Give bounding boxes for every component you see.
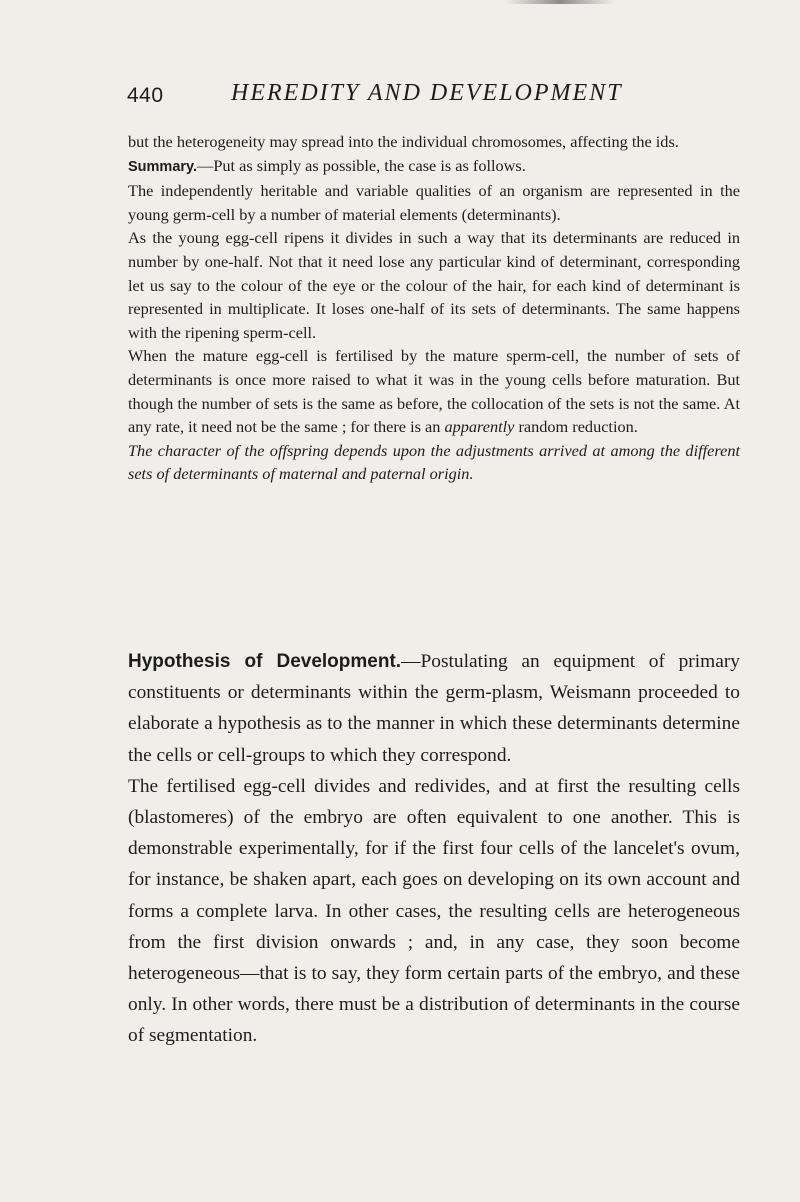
summary-paragraph bbox=[128, 154, 740, 180]
paragraph: but the heterogeneity may spread into the individual chromosomes, affecting the ids. bbox=[128, 132, 679, 151]
summary-section bbox=[128, 130, 740, 486]
paragraph: The fertilised egg-cell divides and redivides, and at first the resulting cells (blastomeres) of the embryo are often equivalent to one another. This is demonstrable experimentally, for if the first four cells of the lancelet's ovum, for instance, be shaken apart, each goes on developing on its own account and forms a complete larva. In other cases, the resulting cells are heterogeneous from the first division onwards ; and, in any case, they soon become heterogeneous—that is to say, they form certain parts of the embryo, and these only. In other words, there must be a distribution of determinants in the course of segmentation. bbox=[128, 775, 740, 1047]
italic-conclusion: The character of the offspring depends upon the adjustments arrived at among the different sets of determinants of maternal and paternal origin. bbox=[128, 440, 740, 484]
scan-artifact bbox=[505, 0, 615, 4]
paragraph-text: random reduction. bbox=[514, 417, 638, 437]
paragraph: As the young egg-cell ripens it divides in such a way that its determinants are reduced in number by one-half. Not that it need lose any particular kind of determinant, corresponding let us say to the colour of the eye or the colour of the hair, for each kind of determinant is represented in multiplicate. It loses one-half of its sets of determinants. The same happens with the ripening sperm-cell. bbox=[128, 228, 740, 342]
paragraph bbox=[128, 646, 740, 771]
summary-run-in-heading: Summary. bbox=[128, 158, 198, 175]
section-heading: Hypothesis of Development. bbox=[128, 651, 402, 672]
paragraph bbox=[128, 344, 740, 438]
development-section bbox=[128, 646, 740, 1052]
summary-text: —Put as simply as possible, the case is as follows. bbox=[197, 155, 526, 175]
paragraph-text: When the mature egg-cell is fertilised by the mature sperm-cell, the number of sets of determinants is once more raised to what it was in the young cells before maturation. But though the number of sets is the same as before, the collocation of the sets is not the same. At any rate, it need not be the same ; for there is an bbox=[128, 346, 740, 437]
paragraph-text: —Postulating an equipment of primary constituents or determinants within the germ-plasm, Weismann proceeded to elaborate a hypothesis as to the manner in which these determinants determine the cells or cell-groups to which they correspond. bbox=[128, 651, 740, 766]
page-number: 440 bbox=[127, 84, 164, 107]
page-header bbox=[127, 80, 667, 116]
running-title: HEREDITY AND DEVELOPMENT bbox=[231, 80, 623, 106]
italic-phrase: apparently bbox=[444, 417, 515, 437]
paragraph: The independently heritable and variable qualities of an organism are represented in the young germ-cell by a number of material elements (determinants). bbox=[128, 181, 740, 224]
italic-paragraph bbox=[128, 439, 740, 486]
